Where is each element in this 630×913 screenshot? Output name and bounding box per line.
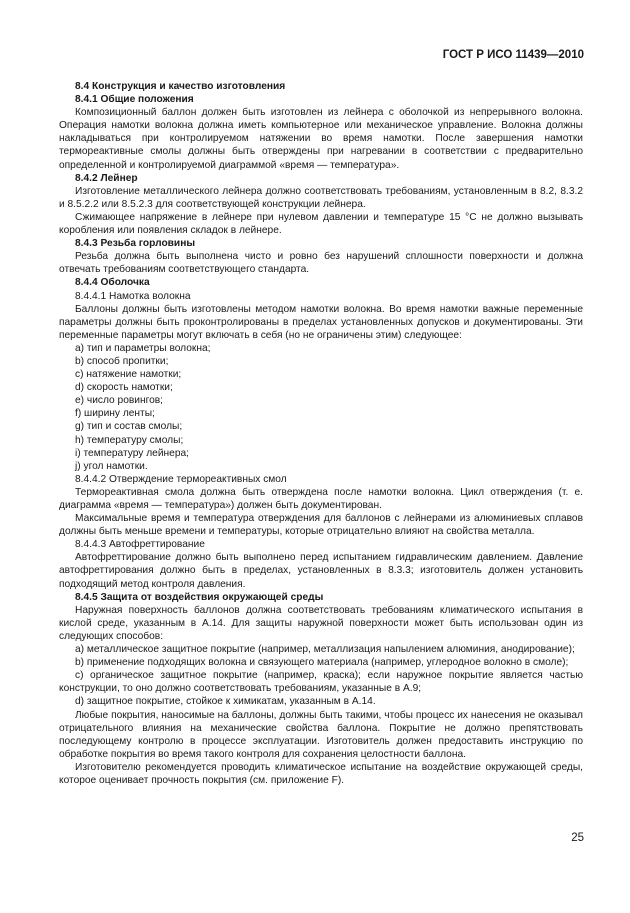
subsection-heading: 8.4.4.2 Отверждение термореактивных смол xyxy=(75,473,287,485)
list-item: а) тип и параметры волокна; xyxy=(75,342,211,354)
paragraph: Максимальные время и температура отверждения для баллонов с лейнерами из алюминиевых сплавов должны быть меньше времени и температуры, которые отрицательно влияют на свойства металла. xyxy=(59,513,583,538)
paragraph: Наружная поверхность баллонов должна соответствовать требованиям климатического испытания в кислой среде, указанным в А.14. Для защиты наружной поверхности может быть использован один из следующих способов: xyxy=(59,604,583,642)
subsection-heading: 8.4.4.3 Автофреттирование xyxy=(75,539,205,551)
section-heading: 8.4.3 Резьба горловины xyxy=(75,238,196,250)
list-item: j) угол намотки. xyxy=(75,460,148,472)
method-item: с) органическое защитное покрытие (например, краска); если наружное покрытие является частью конструкции, то оно должно соответствовать требованиям, указанные в А.9; xyxy=(59,670,583,695)
paragraph: Резьба должна быть выполнена чисто и ровно без нарушений сплошности поверхности и должна отвечать требованиям соответствующего стандарта. xyxy=(59,251,583,276)
standard-header: ГОСТ Р ИСО 11439—2010 xyxy=(442,49,584,61)
page-content xyxy=(59,80,583,787)
list-item: f) ширину ленты; xyxy=(75,408,155,420)
list-item: i) температуру лейнера; xyxy=(75,447,189,459)
paragraph: Сжимающее напряжение в лейнере при нулевом давлении и температуре 15 °С не должно вызывать коробления или появления складок в лейнере. xyxy=(59,211,583,237)
page-number: 25 xyxy=(571,832,584,844)
subsection-heading: 8.4.4.1 Намотка волокна xyxy=(75,290,191,302)
list-item: g) тип и состав смолы; xyxy=(75,421,183,433)
section-heading: 8.4 Конструкция и качество изготовления xyxy=(75,81,286,92)
list-item: е) число ровингов; xyxy=(75,395,163,407)
section-heading: 8.4.5 Защита от воздействия окружающей среды xyxy=(75,591,324,603)
list-item: b) способ пропитки; xyxy=(75,355,169,367)
method-item: а) металлическое защитное покрытие (например, металлизация напылением алюминия, анодирование); xyxy=(75,644,575,656)
section-heading: 8.4.2 Лейнер xyxy=(75,172,138,184)
paragraph: Изготовление металлического лейнера должно соответствовать требованиям, установленным в 8.2, 8.3.2 и 8.5.2.2 или 8.5.2.3 для соответствующей конструкции лейнера. xyxy=(59,185,583,210)
list-item: d) скорость намотки; xyxy=(75,382,173,394)
list-item: h) температуру смолы; xyxy=(75,434,184,446)
list-item: с) натяжение намотки; xyxy=(75,369,182,381)
method-item: b) применение подходящих волокна и связующего материала (например, углеродное волокно в смоле); xyxy=(75,657,569,669)
paragraph: Любые покрытия, наносимые на баллоны, должны быть такими, чтобы процесс их нанесения не оказывал отрицательного влияния на механические свойства баллона. Покрытие не должно препятствовать последующему контролю в процессе эксплуатации. Изготовитель должен предоставить инструкцию по обработке покрытия во время такого контроля для сохранения целостности баллона. xyxy=(59,709,583,760)
section-heading: 8.4.1 Общие положения xyxy=(75,94,194,106)
paragraph: Термореактивная смола должна быть отверждена после намотки волокна. Цикл отверждения (т. е. диаграмма «время — температура») должен быть документирован. xyxy=(59,486,583,511)
paragraph: Изготовителю рекомендуется проводить климатическое испытание на воздействие окружающей среды, которое оценивает прочность покрытия (см. приложение F). xyxy=(59,761,583,786)
section-heading: 8.4.4 Оболочка xyxy=(75,277,150,289)
paragraph: Баллоны должны быть изготовлены методом намотки волокна. Во время намотки важные переменные параметры должны быть проконтролированы в пределах установленных допусков и документированы. Эти переменные параметры могут включать в себя (но не ограничены этим) следующее: xyxy=(59,303,583,341)
paragraph: Автофреттирование должно быть выполнено перед испытанием гидравлическим давлением. Давление автофреттирования должно быть в пределах, установленных в 8.3.3; изготовитель должен установить подходящий метод контроля давления. xyxy=(59,552,583,590)
paragraph: Композиционный баллон должен быть изготовлен из лейнера с оболочкой из непрерывного волокна. Операция намотки волокна должна иметь компьютерное или механическое управление. Волокна должны накладываться при контролируемом натяжении во время намотки. После завершения намотки термореактивные смолы должны быть отверждены при нагревании в соответствии с предварительно определенной и контролируемой диаграммой «время — температура». xyxy=(59,107,583,171)
method-item: d) защитное покрытие, стойкое к химикатам, указанным в А.14. xyxy=(75,696,376,708)
